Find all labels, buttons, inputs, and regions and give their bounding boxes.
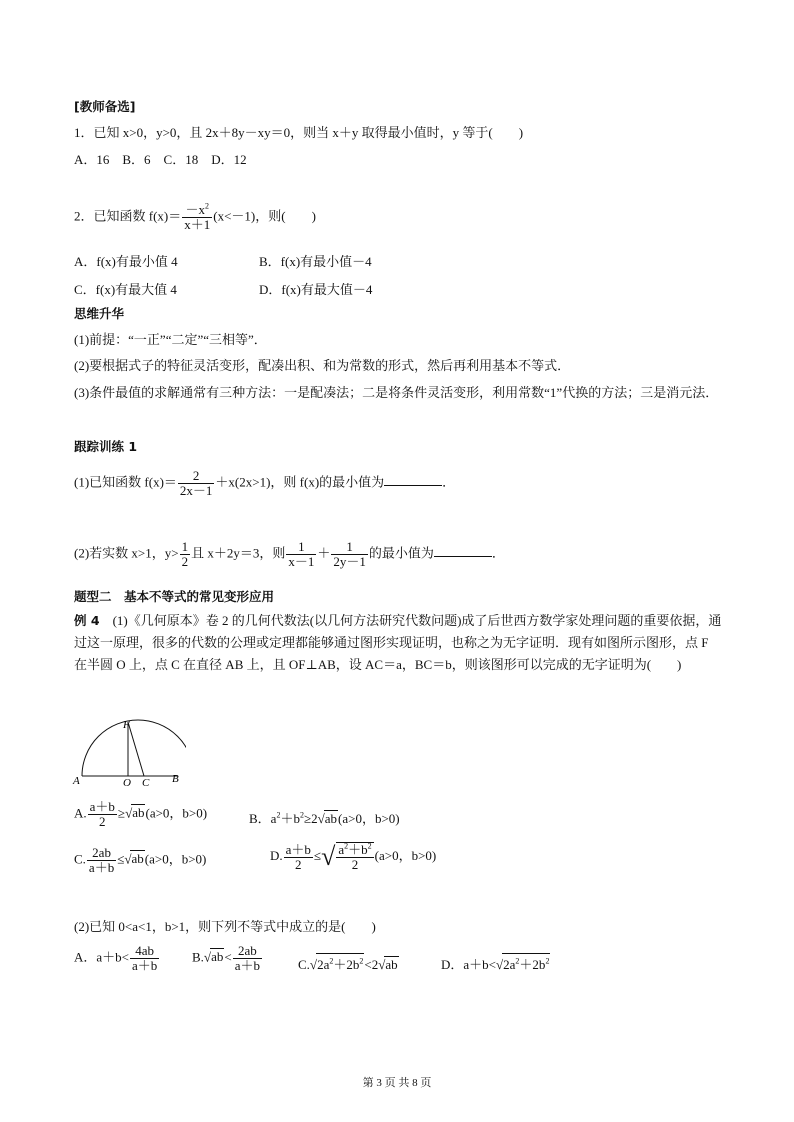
t2-half-num: 1 [181, 539, 189, 554]
page-footer: 第 3 页 共 8 页 [362, 1077, 432, 1089]
t2-half-fraction [180, 540, 191, 569]
t2-mid: 且 x＋2y＝3，则 [191, 545, 286, 561]
ex4-q2-c-radicand-2: ab [385, 957, 398, 972]
ex4-d-den: 2 [295, 856, 302, 872]
ex4-q2-option-d: D．$a+b<√2a^2+2b^2$ [441, 953, 550, 973]
t2-half-den: 2 [181, 554, 189, 569]
q2-suffix: (x<－1)，则( ) [213, 208, 316, 224]
ex4-a-num: a＋b [89, 799, 115, 814]
example4-text: (1)《几何原本》卷 2 的几何代数法(以几何方法研究代数问题)成了后世西方数学家处理问题的重要依据，通过这一原理，很多的代数的公理或定理都能够通过图形实现证明，也称之为无字证明．现有如图所示图形，点 F 在半圆 O 上，点 C 在直径 AB 上，且 OF⊥AB，设 AC＝a，BC＝b，则该图形可以完成的无字证明为( ) [74, 613, 722, 672]
ex4-q2-b-den: a＋b [234, 958, 260, 973]
q2-frac-den: x＋1 [184, 217, 211, 232]
ex4-c-cond: (a>0，b>0) [144, 851, 207, 867]
q2-frac-num: －x [185, 202, 206, 217]
ex4-q2-option-c: $C.√2a^2+2b^2<2√ab$ [298, 953, 399, 973]
ex4-q2-a-fraction [130, 944, 159, 973]
ex4-a-den: 2 [99, 814, 106, 829]
q2-option-a: A．f(x)有最小值 4 [74, 254, 178, 269]
t2-answer-blank[interactable] [434, 544, 492, 557]
ex4-b-rel: ≥2 [303, 811, 318, 826]
ex4-d-rden: 2 [351, 857, 359, 872]
training-heading: 跟踪训练 1 [74, 439, 138, 454]
ex4-b-label: B．a [249, 811, 277, 826]
ex4-a-radicand: ab [132, 805, 145, 821]
q1-stem: 1．已知 x>0，y>0，且 2x＋8y－xy＝0，则当 x＋y 取得最小值时，y 等于( ) [74, 125, 524, 140]
ex4-a-fraction [88, 800, 117, 829]
ex4-d-rnum2: ＋b [348, 842, 368, 857]
t1-prefix: (1)已知函数 f(x)＝ [74, 474, 177, 490]
label-f: F [123, 719, 130, 731]
ex4-option-d: D. $\frac{a+b}{2}$ ≤√ $\frac{a^2+b^2}{2}$ (a>0，b>0) [270, 841, 437, 872]
ex4-q2-b-fraction [233, 944, 262, 973]
ex4-d-rel: ≤ [313, 847, 322, 863]
ex4-a-label: A. [74, 805, 87, 821]
t2-f1-den: x－1 [288, 554, 315, 569]
ex4-q2-option-a [74, 944, 160, 973]
t2-f2-den: 2y－1 [333, 554, 366, 569]
ex4-d-num: a＋b [285, 841, 311, 857]
ex4-d-cond: (a>0，b>0) [374, 847, 437, 863]
ex4-d-label: D. [270, 847, 283, 863]
t2-f2-num: 1 [331, 540, 368, 555]
q2-prefix: 2．已知函数 f(x)＝ [74, 208, 182, 224]
t1-answer-blank[interactable] [384, 473, 442, 486]
t2-end: ． [491, 545, 505, 561]
ex4-c-num: 2ab [87, 846, 116, 861]
thinking-p2: (2)要根据式子的特征灵活变形，配凑出积、和为常数的形式，然后再利用基本不等式． [74, 358, 571, 373]
ex4-b-sup1: 2 [276, 810, 281, 820]
t1-end: ． [442, 474, 456, 490]
q1-options: A．16 B．6 C．18 D．12 [74, 152, 247, 167]
semicircle-arc [82, 720, 186, 776]
ex4-q2-b-label: B. [192, 949, 204, 965]
training-t1 [74, 469, 455, 498]
ex4-q2-d-radicand: $2a^2+2b^2$ [502, 953, 550, 973]
t2-f1-num: 1 [286, 540, 316, 555]
ex4-q2-option-b: B.√ab< $\frac{2ab}{a+b}$ [192, 943, 260, 973]
ex4-c-rel: ≤ [117, 851, 125, 867]
thinking-p3: (3)条件最值的求解通常有三种方法：一是配凑法；二是将条件灵活变形，利用常数“1”代换的方法；三是消元法． [74, 385, 719, 400]
ex4-c-fraction [87, 846, 116, 875]
label-o: O [123, 777, 131, 786]
q2-option-b: B．f(x)有最小值－4 [259, 254, 372, 269]
ex4-c-den: a＋b [88, 860, 115, 875]
ex4-q2-stem: (2)已知 0<a<1，b>1，则下列不等式中成立的是( ) [74, 919, 376, 934]
semicircle-figure [66, 716, 186, 786]
ex4-b-mid: ＋b [280, 811, 300, 826]
ex4-option-a: A. $\frac{a+b}{2}$ ≥√ab(a>0，b>0) [74, 799, 208, 829]
t2-suffix: 的最小值为 [368, 545, 434, 561]
ex4-q2-a-label: A．a＋b< [74, 949, 129, 965]
t2-fraction-2 [331, 540, 368, 569]
label-a: A [73, 775, 80, 786]
ex4-q2-b-rel: < [224, 949, 232, 965]
segment-fc [128, 722, 144, 776]
t1-suffix: ＋x(2x>1)，则 f(x)的最小值为 [215, 474, 385, 490]
ex4-option-b: B．$a^2+b^2\ge 2√ab(a>0$，b>0) [249, 810, 400, 826]
ex4-d-sqrt-fraction: $\frac{a^2+b^2}{2}$ [338, 841, 372, 872]
ex4-c-label: C. [74, 851, 86, 867]
ex4-q2-c-label: C. [298, 957, 310, 972]
q2-frac-num-exp: 2 [205, 201, 210, 211]
ex4-q2-a-num: 4ab [130, 944, 159, 959]
thinking-heading: 思维升华 [74, 306, 125, 321]
ex4-q2-c-rel: <2 [364, 957, 379, 972]
q2-stem [74, 203, 316, 232]
teacher-prep-heading: [教师备选] [74, 99, 136, 114]
t1-fraction [178, 469, 215, 498]
q2-option-d: D．f(x)有最大值－4 [259, 282, 373, 297]
t1-frac-den: 2x－1 [179, 483, 213, 498]
ex4-option-c: C. $\frac{2ab}{a+b}$ ≤√ab(a>0，b>0) [74, 845, 207, 875]
ex4-d-fraction [284, 843, 313, 872]
training-t2 [74, 540, 505, 569]
ex4-q2-b-num: 2ab [233, 944, 262, 959]
ex4-q2-c-radicand-1: $2a^2+2b^2$ [316, 953, 364, 973]
example4-label: 例 4 [74, 613, 100, 628]
ex4-b-cond: (a>0，b>0) [338, 811, 400, 826]
t2-fraction-1 [286, 540, 316, 569]
ex4-b-radicand: ab [324, 811, 338, 826]
t2-prefix: (2)若实数 x>1，y> [74, 545, 179, 561]
type2-heading: 题型二 基本不等式的常见变形应用 [74, 589, 275, 604]
ex4-d-rnum: a [338, 842, 345, 857]
ex4-q2-b-radicand: ab [211, 949, 224, 965]
label-c: C [142, 777, 150, 786]
ex4-b-sup2: 2 [299, 810, 304, 820]
example4 [74, 610, 724, 676]
ex4-a-rel: ≥ [117, 805, 126, 821]
label-b: B [172, 773, 179, 785]
t2-plus: ＋ [317, 545, 331, 561]
ex4-c-radicand: ab [131, 851, 144, 867]
ex4-a-cond: (a>0，b>0) [145, 805, 208, 821]
t1-frac-num: 2 [178, 469, 215, 484]
thinking-p1: (1)前提：“一正”“二定”“三相等”． [74, 332, 267, 347]
q2-fraction [182, 203, 212, 232]
ex4-q2-d-label: D．a＋b< [441, 957, 496, 972]
q2-option-c: C．f(x)有最大值 4 [74, 282, 177, 297]
ex4-q2-a-den: a＋b [132, 958, 158, 973]
